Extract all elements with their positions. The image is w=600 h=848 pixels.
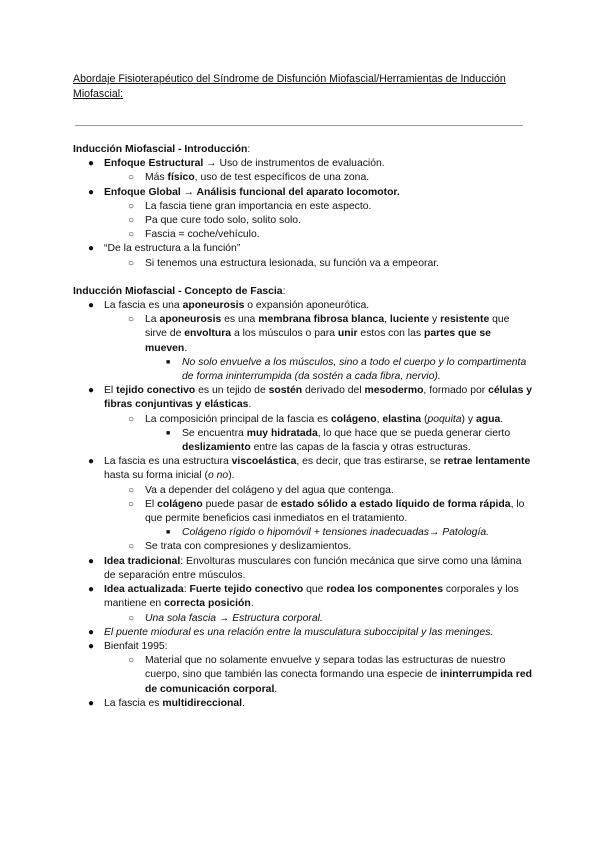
- list-item: ● “De la estructura a la función”: [73, 242, 533, 256]
- list-item: ● Enfoque Estructural → Uso de instrumentos de evaluación.: [73, 157, 533, 171]
- list-item: ■ Colágeno rígido o hipomóvil + tensiones inadecuadas→ Patología.: [73, 526, 533, 540]
- list-item: ○ Fascia = coche/vehículo.: [73, 228, 533, 242]
- list-item: ○ La fascia tiene gran importancia en este aspecto.: [73, 200, 533, 214]
- circle-bullet-icon: ○: [128, 498, 135, 510]
- list-item: ● La fascia es una estructura viscoelástica, es decir, que tras estirarse, se retrae lentamente hasta su forma inicial (o no).: [88, 456, 531, 482]
- bullet-icon: ●: [88, 555, 95, 567]
- list-item: ○ Si tenemos una estructura lesionada, su función va a empeorar.: [73, 257, 533, 271]
- list-item: ● Idea tradicional: Envolturas musculares con función mecánica que sirve como una lámina de separación entre músculos.: [88, 555, 522, 581]
- list-item: ● Idea actualizada: Fuerte tejido conectivo que rodea los componentes corporales y los mantiene en correcta posición.: [88, 584, 519, 610]
- list-item: ○ Pa que cure todo solo, solito solo.: [73, 214, 533, 228]
- list-item: ● Bienfait 1995:: [73, 640, 533, 654]
- section-heading-introduccion: Inducción Miofascial - Introducción:: [73, 144, 251, 155]
- list-item: ■ Se encuentra muy hidratada, lo que hace que se pueda generar cierto deslizamiento entre las capas de la fascia y otras estructuras.: [166, 427, 511, 454]
- list-item: ● La fascia es multidireccional.: [73, 697, 533, 711]
- circle-bullet-icon: ○: [128, 612, 135, 624]
- list-item: ○ La composición principal de la fascia es colágeno, elastina (poquita) y agua.: [73, 413, 533, 427]
- circle-bullet-icon: ○: [128, 172, 135, 184]
- list-item: ● Enfoque Global → Análisis funcional del aparato locomotor.: [73, 186, 533, 200]
- circle-bullet-icon: ○: [128, 229, 135, 241]
- list-item: ● El tejido conectivo es un tejido de sostén derivado del mesodermo, formado por células y fibras conjuntivas y elásticas.: [88, 385, 533, 411]
- list-item: ○ El colágeno puede pasar de estado sólido a estado líquido de forma rápida, lo que permite beneficios casi inmediatos en el tratamiento.: [128, 498, 525, 525]
- section-heading-concepto-fascia: Inducción Miofascial - Concepto de Fascia:: [73, 285, 286, 297]
- bullet-icon: ●: [88, 456, 95, 468]
- list-item: ○ Más físico, uso de test específicos de una zona.: [73, 171, 533, 185]
- circle-bullet-icon: ○: [128, 257, 135, 269]
- square-bullet-icon: ■: [166, 429, 171, 437]
- list-item: ○ Se trata con compresiones y deslizamientos.: [73, 540, 533, 554]
- circle-bullet-icon: ○: [128, 314, 135, 326]
- horizontal-divider: [75, 125, 523, 126]
- list-item: ○ Material que no solamente envuelve y separa todas las estructuras de nuestro cuerpo, sino que también las conecta formando una especie de ininterrumpida red de comunicación corporal.: [128, 655, 532, 695]
- bullet-icon: ●: [88, 300, 95, 312]
- list-item: ○ Una sola fascia → Estructura corporal.: [73, 612, 533, 626]
- bullet-icon: ●: [88, 158, 95, 170]
- bullet-icon: ●: [88, 697, 95, 709]
- circle-bullet-icon: ○: [128, 215, 135, 227]
- bullet-icon: ●: [88, 186, 95, 198]
- circle-bullet-icon: ○: [128, 655, 135, 667]
- circle-bullet-icon: ○: [128, 541, 135, 553]
- circle-bullet-icon: ○: [128, 413, 135, 425]
- list-item: ○ La aponeurosis es una membrana fibrosa blanca, luciente y resistente que sirve de envoltura a los músculos o para unir estos con las partes que se mueven.: [128, 314, 510, 354]
- square-bullet-icon: ■: [166, 529, 171, 537]
- bullet-icon: ●: [88, 640, 95, 652]
- bullet-icon: ●: [88, 626, 95, 638]
- list-item: ○ Va a depender del colágeno y del agua que contenga.: [73, 484, 533, 498]
- bullet-icon: ●: [88, 385, 95, 397]
- square-bullet-icon: ■: [166, 358, 171, 366]
- document-body: [73, 143, 533, 711]
- document-title: Abordaje Fisioterapéutico del Síndrome de Disfunción Miofascial/Herramientas de Inducción Miofascial:: [73, 73, 506, 100]
- list-item: ● El puente miodural es una relación entre la musculatura suboccipital y las meninges.: [73, 626, 533, 640]
- circle-bullet-icon: ○: [128, 484, 135, 496]
- bullet-icon: ●: [88, 584, 95, 596]
- bullet-icon: ●: [88, 243, 95, 255]
- list-item: ■ No solo envuelve a los músculos, sino a todo el cuerpo y lo compartimenta de forma ininterrumpida (da sostén a cada fibra, nervio).: [166, 356, 527, 383]
- list-item: ● La fascia es una aponeurosis o expansión aponeurótica.: [73, 299, 533, 313]
- circle-bullet-icon: ○: [128, 200, 135, 212]
